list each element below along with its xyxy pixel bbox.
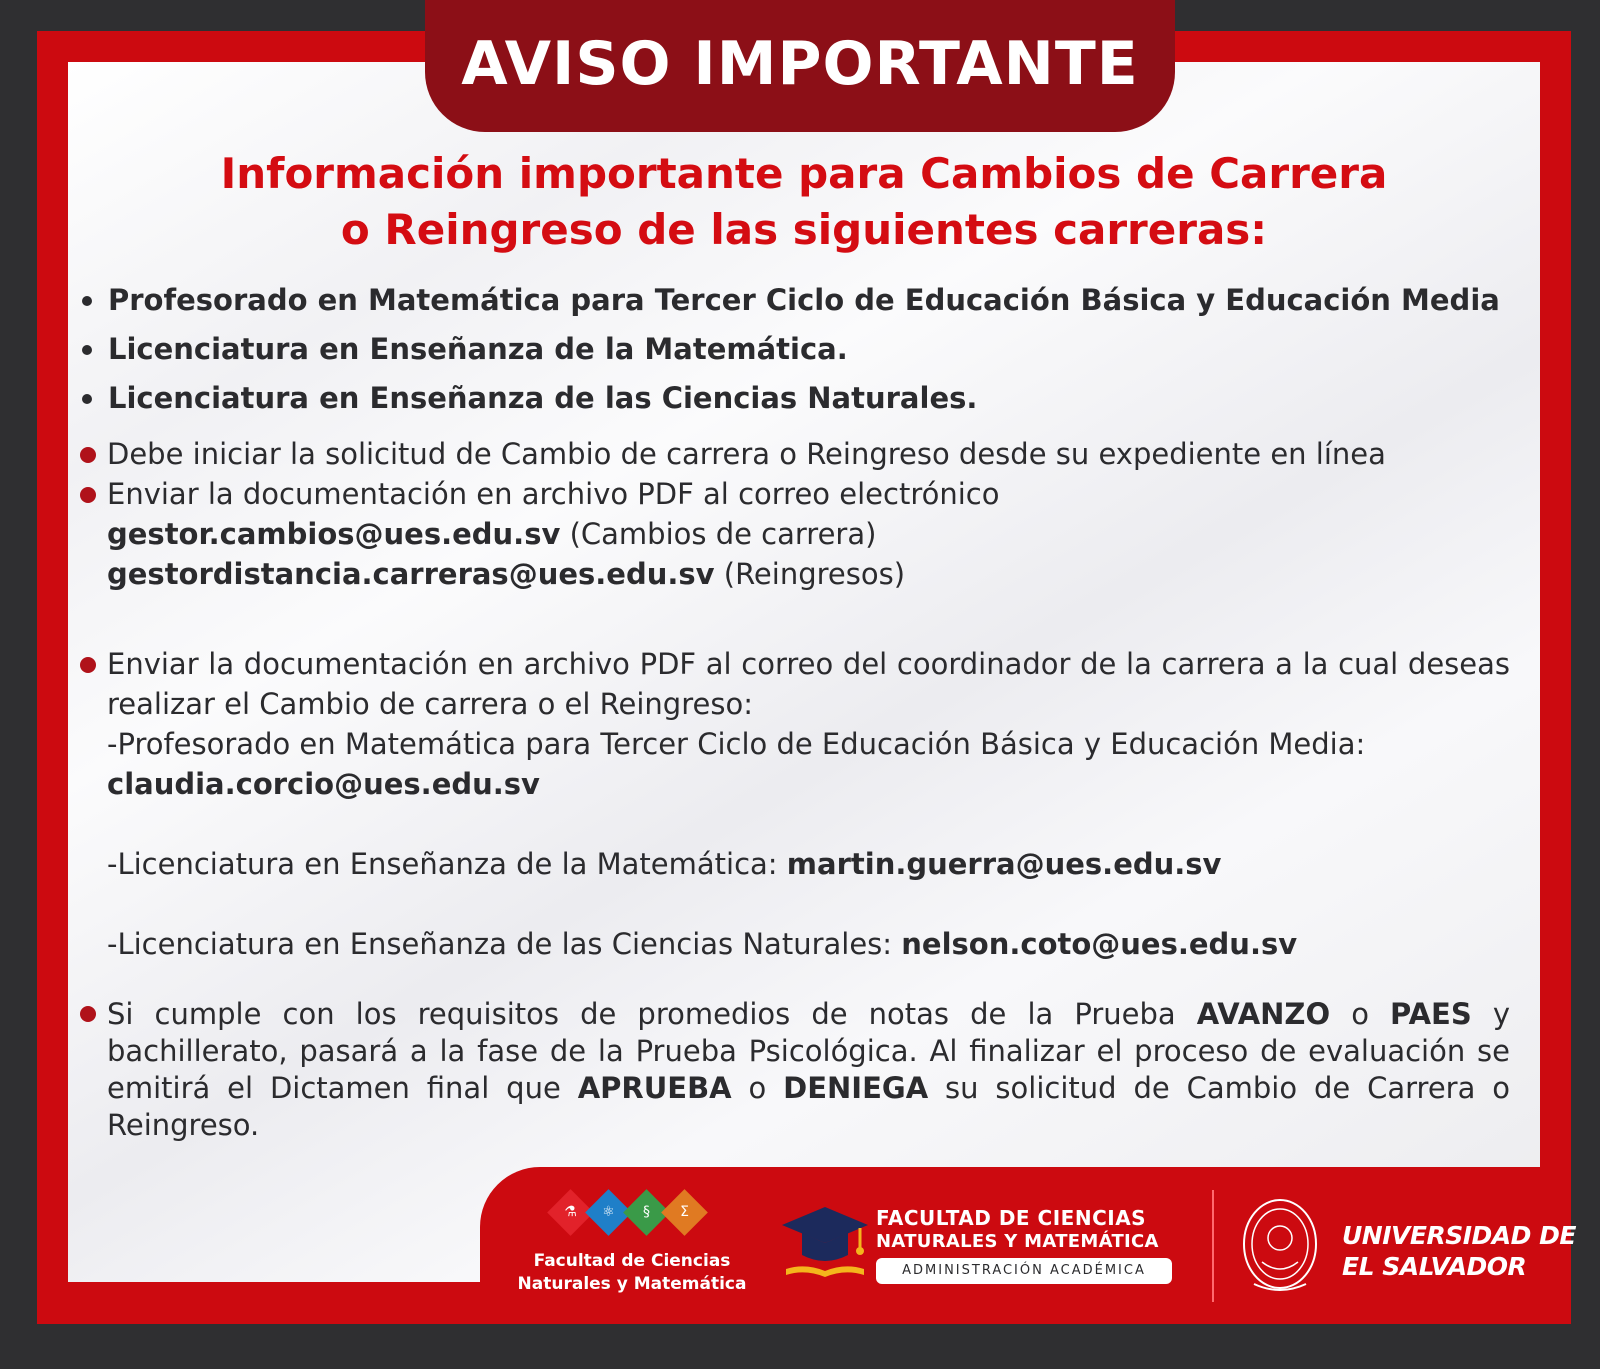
- email-link[interactable]: claudia.corcio@ues.edu.sv: [107, 767, 540, 801]
- bullet-icon: [80, 657, 96, 673]
- text-run-bold: DENIEGA: [783, 1071, 929, 1105]
- info-item-send-email: [80, 474, 1510, 594]
- text-run: o: [731, 1071, 784, 1105]
- heading-line-2: o Reingreso de las siguientes carreras:: [340, 205, 1268, 254]
- university-name-line: EL SALVADOR: [1342, 1252, 1527, 1281]
- text-run: Si cumple con los requisitos de promedios de notas de la Prueba: [107, 997, 1197, 1031]
- email-link[interactable]: nelson.coto@ues.edu.sv: [901, 927, 1298, 961]
- coordinator-line: [107, 924, 1510, 964]
- notice-heading: [68, 146, 1540, 258]
- footer-divider: [1212, 1190, 1214, 1302]
- text-run: o: [1330, 997, 1391, 1031]
- atom-icon: ⚛: [585, 1189, 632, 1236]
- info-text: [107, 996, 1510, 1144]
- admin-academica-logo: [876, 1206, 1176, 1284]
- email-link[interactable]: gestor.cambios@ues.edu.sv: [107, 517, 561, 551]
- page-title: AVISO IMPORTANTE: [461, 29, 1139, 99]
- logo-line: NATURALES Y MATEMÁTICA: [876, 1231, 1159, 1252]
- bullet-icon: [80, 1006, 96, 1022]
- info-text: Debe iniciar la solicitud de Cambio de carrera o Reingreso desde su expediente en línea: [107, 437, 1386, 471]
- bullet-icon: [82, 394, 92, 404]
- logo-line: FACULTAD DE CIENCIAS: [876, 1206, 1147, 1230]
- info-text: Enviar la documentación en archivo PDF al correo del coordinador de la carrera a la cual deseas realizar el Cambio de carrera o el Reingreso:: [107, 647, 1510, 721]
- email-note: (Reingresos): [714, 557, 906, 591]
- faculty-diamond-icons: [548, 1190, 718, 1242]
- email-link[interactable]: gestordistancia.carreras@ues.edu.sv: [107, 557, 715, 591]
- flask-icon: ⚗: [547, 1189, 594, 1236]
- bullet-icon: [82, 345, 92, 355]
- info-item-requirements: [80, 996, 1510, 1144]
- sigma-icon: Σ: [661, 1189, 708, 1236]
- caption-line: Naturales y Matemática: [517, 1274, 747, 1294]
- faculty-logo: [517, 1190, 747, 1296]
- info-text: Enviar la documentación en archivo PDF al correo electrónico: [107, 477, 1000, 511]
- email-note: (Cambios de carrera): [560, 517, 877, 551]
- caption-line: Facultad de Ciencias: [533, 1251, 731, 1271]
- faculty-logo-caption: [512, 1250, 752, 1296]
- coordinator-label: -Profesorado en Matemática para Tercer Ciclo de Educación Básica y Educación Media:: [107, 727, 1366, 761]
- email-link[interactable]: martin.guerra@ues.edu.sv: [786, 847, 1222, 881]
- coordinator-label: -Licenciatura en Enseñanza de las Ciencias Naturales:: [107, 927, 902, 961]
- university-name-line: UNIVERSIDAD DE: [1342, 1221, 1576, 1250]
- coordinator-label: -Licenciatura en Enseñanza de la Matemática:: [107, 847, 787, 881]
- email-line: [107, 554, 1510, 594]
- program-name: Licenciatura en Enseñanza de las Ciencias Naturales.: [108, 381, 978, 415]
- list-item: [82, 374, 1542, 423]
- university-seal-icon: [1240, 1196, 1320, 1296]
- logo-pill: ADMINISTRACIÓN ACADÉMICA: [876, 1258, 1172, 1284]
- bullet-icon: [80, 487, 96, 503]
- info-item-coordinators: [80, 644, 1510, 964]
- text-run-bold: PAES: [1390, 997, 1472, 1031]
- dna-icon: §: [623, 1189, 670, 1236]
- coordinator-line: [107, 844, 1510, 884]
- heading-line-1: Información importante para Cambios de Carrera: [220, 149, 1388, 198]
- university-name: [1342, 1220, 1576, 1282]
- program-name: Licenciatura en Enseñanza de la Matemática.: [108, 332, 848, 366]
- info-item-start-request: [80, 434, 1510, 474]
- text-run-bold: APRUEBA: [577, 1071, 732, 1105]
- graduation-cap-icon: [780, 1203, 870, 1283]
- list-item: [82, 276, 1542, 325]
- bullet-icon: [80, 447, 96, 463]
- info-text-block: [107, 474, 1510, 594]
- text-run: su solicitud de Cambio de Carrera o Reingreso.: [107, 1071, 1510, 1142]
- info-text-block: [107, 644, 1510, 964]
- header-tab: [425, 0, 1175, 132]
- text-run-bold: AVANZO: [1196, 997, 1331, 1031]
- bullet-icon: [82, 296, 92, 306]
- program-list: [82, 276, 1542, 423]
- list-item: [82, 325, 1542, 374]
- email-line: [107, 514, 1510, 554]
- text-run: y bachillerato, pasará a la fase de la Prueba Psicológica. Al finalizar el proceso de evaluación se emitirá el Dictamen final que: [107, 997, 1510, 1105]
- program-name: Profesorado en Matemática para Tercer Ciclo de Educación Básica y Educación Media: [108, 283, 1500, 317]
